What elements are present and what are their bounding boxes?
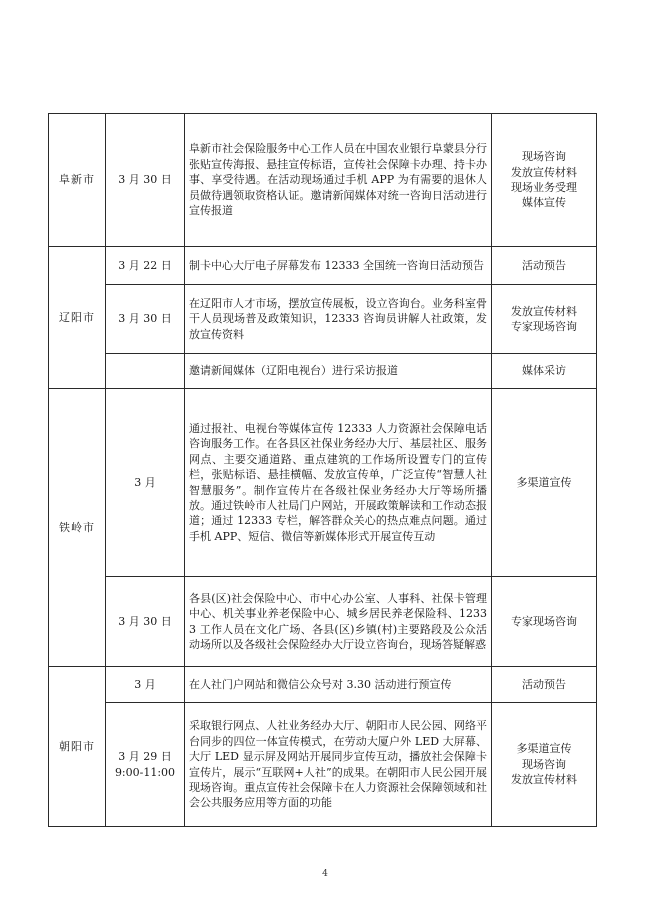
description-cell: 制卡中心大厅电子屏幕发布 12333 全国统一咨询日活动预告	[185, 247, 492, 285]
date-text: 3 月 29 日	[118, 750, 172, 764]
description-cell: 各县(区)社会保险中心、市中心办公室、人事科、社保卡管理中心、机关事业养老保险中心、城乡居民养老保险科、12333 工作人员在文化广场、各县(区)乡镇(村)主要路段及公众活动场所以及各级社会保险经办大厅设立咨询台，现场答疑解惑	[185, 577, 492, 667]
description-cell: 在人社门户网站和微信公众号对 3.30 活动进行预宣传	[185, 667, 492, 703]
time-text: 9:00-11:00	[114, 765, 176, 779]
form-item: 多渠道宣传	[516, 742, 572, 756]
form-cell	[492, 389, 597, 577]
date-cell	[106, 703, 185, 827]
description-cell: 在辽阳市人才市场，摆放宣传展板，设立咨询台。业务科室骨干人员现场普及政策知识，12333 咨询员讲解人社政策，发放宣传资料	[185, 285, 492, 354]
page-number: 4	[322, 869, 328, 879]
form-cell	[492, 354, 597, 389]
description-cell: 邀请新闻媒体（辽阳电视台）进行采访报道	[185, 354, 492, 389]
form-item: 发放宣传材料	[511, 165, 577, 179]
form-cell	[492, 285, 597, 354]
date-cell	[106, 354, 185, 389]
table-row	[49, 703, 597, 827]
form-item: 活动预告	[522, 677, 566, 691]
form-cell	[492, 667, 597, 703]
form-cell	[492, 703, 597, 827]
table-row	[49, 389, 597, 577]
date-cell: 3 月 30 日	[106, 577, 185, 667]
table-row	[49, 285, 597, 354]
form-item: 专家现场咨询	[511, 614, 577, 628]
date-cell: 3 月 30 日	[106, 114, 185, 247]
description-cell: 阜新市社会保险服务中心工作人员在中国农业银行阜蒙县分行张贴宣传海报、悬挂宣传标语，宣传社会保障卡办理、持卡办事、享受待遇。在活动现场通过手机 APP 为有需要的退休人员做待遇领取资格认证。邀请新闻媒体对统一咨询日活动进行宣传报道	[185, 114, 492, 247]
form-item: 多渠道宣传	[516, 475, 572, 489]
table-row	[49, 667, 597, 703]
date-cell: 3 月 30 日	[106, 285, 185, 354]
form-cell	[492, 247, 597, 285]
table-row	[49, 114, 597, 247]
form-item: 现场咨询	[522, 757, 566, 771]
form-item: 活动预告	[522, 258, 566, 272]
activity-table	[48, 113, 597, 827]
form-item: 现场咨询	[522, 150, 566, 164]
form-cell	[492, 577, 597, 667]
form-item: 媒体宣传	[522, 196, 566, 210]
form-item: 发放宣传材料	[511, 304, 577, 318]
date-cell: 3 月 22 日	[106, 247, 185, 285]
description-cell: 通过报社、电视台等媒体宣传 12333 人力资源社会保障电话咨询服务工作。在各县区社保业务经办大厅、基层社区、服务网点、主要交通道路、重点建筑的工作场所设置专门的宣传栏，张贴标语、悬挂横幅、发放宣传单，广泛宣传“智慧人社 智慧服务”。制作宣传片在各级社保业务经办大厅等场所播放。通过铁岭市人社局门户网站，开展政策解读和工作动态报道；通过 12333 专栏，解答群众关心的热点难点问题。通过手机 APP、短信、微信等新媒体形式开展宣传互动	[185, 389, 492, 577]
city-cell: 阜新市	[49, 114, 106, 247]
form-cell	[492, 114, 597, 247]
description-cell: 采取银行网点、人社业务经办大厅、朝阳市人民公园、网络平台同步的四位一体宣传模式，在劳动大厦户外 LED 大屏幕、大厅 LED 显示屏及网站开展同步宣传互动，播放社会保障卡宣传片，展示“互联网+人社”的成果。在朝阳市人民公园开展现场咨询。重点宣传社会保障卡在人力资源社会保障领域和社会公共服务应用等方面的功能	[185, 703, 492, 827]
table-row	[49, 354, 597, 389]
form-item: 现场业务受理	[511, 181, 577, 194]
table-row	[49, 577, 597, 667]
city-cell: 辽阳市	[49, 247, 106, 389]
form-item: 媒体采访	[522, 364, 566, 378]
form-item: 专家现场咨询	[511, 320, 577, 333]
city-cell: 朝阳市	[49, 667, 106, 827]
form-item: 发放宣传材料	[511, 773, 577, 787]
date-cell: 3 月	[106, 389, 185, 577]
table-row	[49, 247, 597, 285]
city-cell: 铁岭市	[49, 389, 106, 667]
date-cell: 3 月	[106, 667, 185, 703]
